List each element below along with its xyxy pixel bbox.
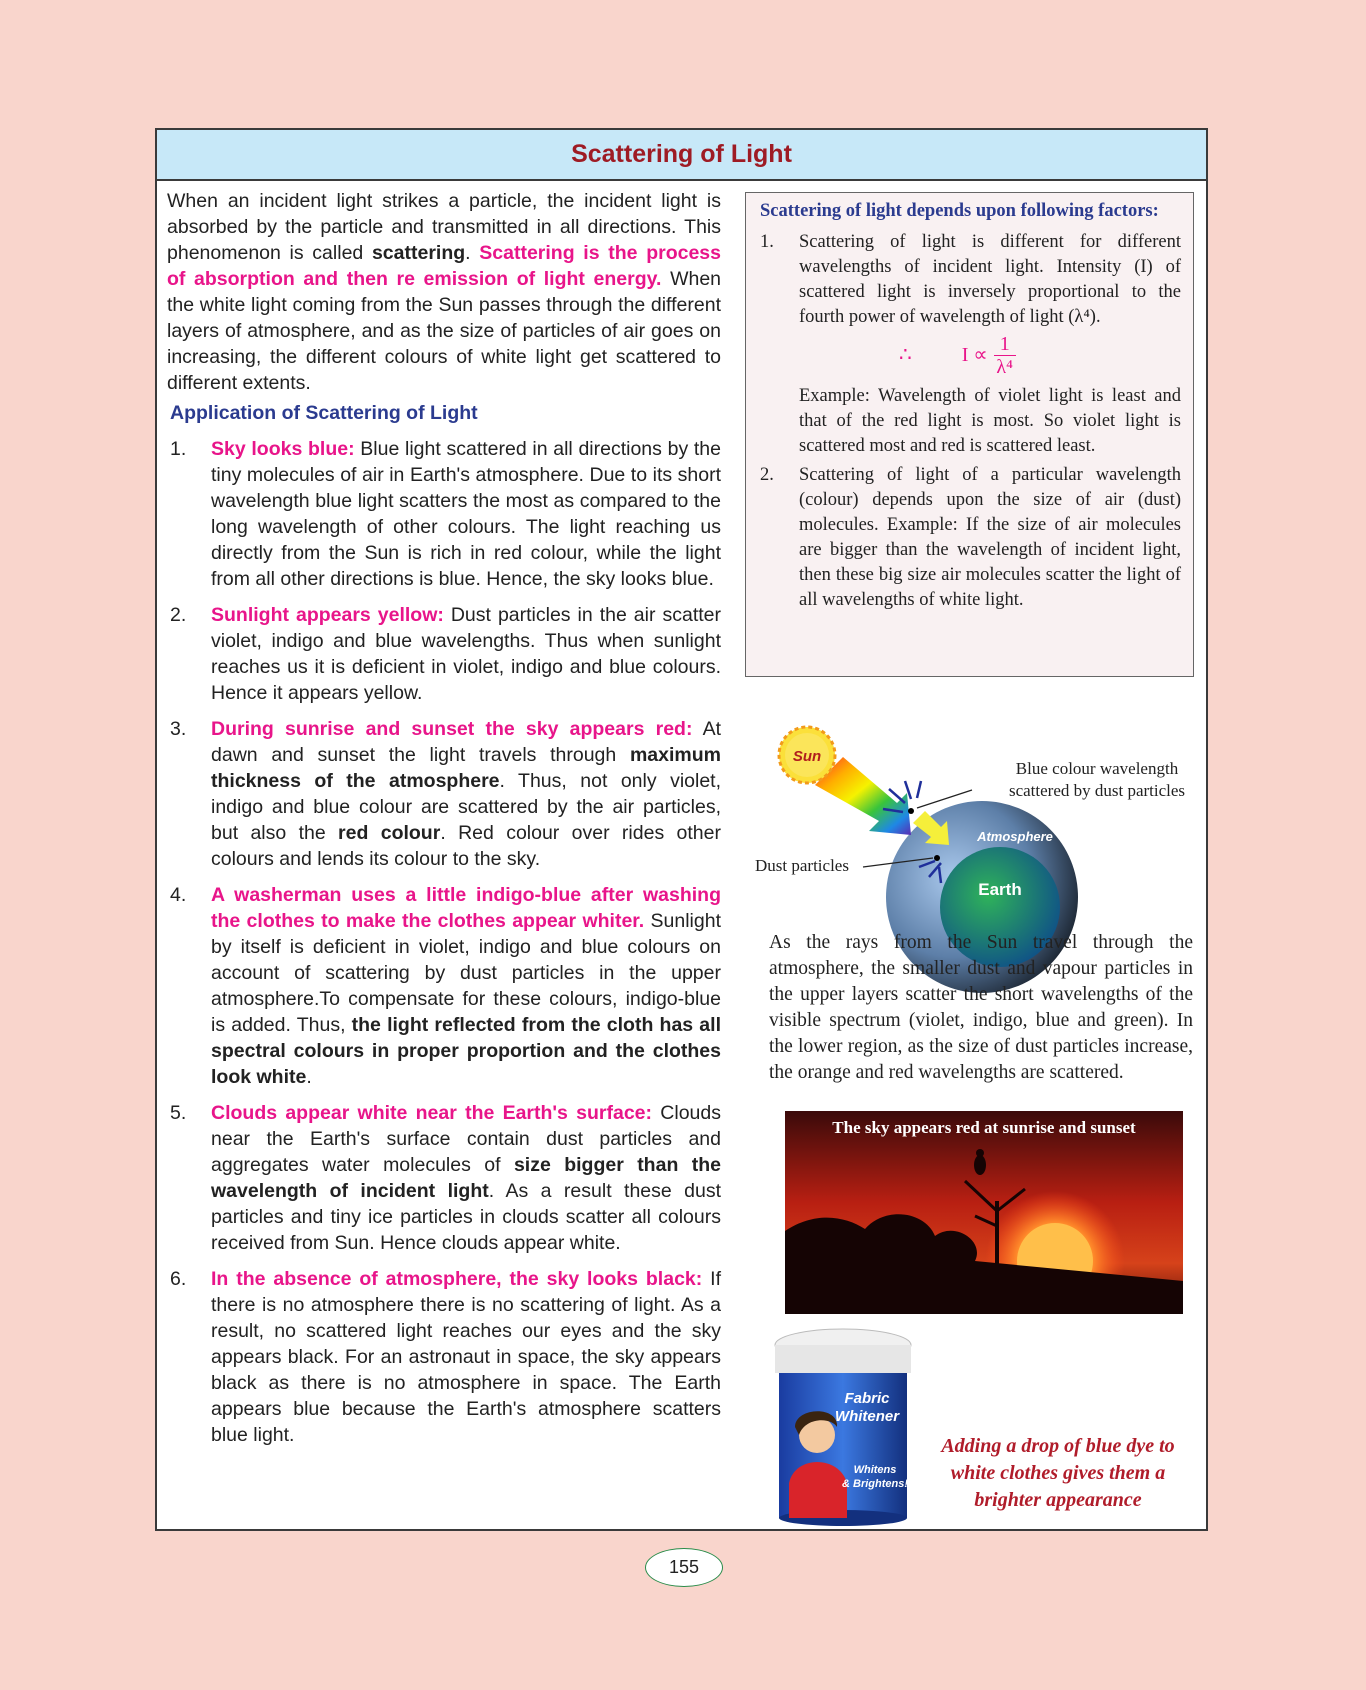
dust-particle <box>908 808 914 814</box>
item-heading: During sunrise and sunset the sky appears red: <box>211 718 693 740</box>
intensity-formula <box>899 333 1181 378</box>
item-bold: the light reflected from the cloth has all spectral colours in proper proportion and the clothes look white <box>211 1014 721 1088</box>
item-text: Sunlight by itself is deficient in violet, indigo and blue colours on account of scattering by dust particles in the upper atmosphere.To compensate for these colours, indigo-blue is added. Thus, <box>211 910 721 1036</box>
list-item <box>167 602 721 706</box>
factors-box <box>745 192 1194 677</box>
product-tag-line2: & Brightens! <box>842 1478 908 1490</box>
item-text: Scattering of light is different for different wavelengths of incident light. Intensity (I) of scattered light is inversely proportional to the fourth power of wavelength of light (λ⁴). <box>799 232 1181 327</box>
item-heading: Clouds appear white near the Earth's surface: <box>211 1102 653 1124</box>
list-item <box>167 1266 721 1448</box>
blue-label-line2: scattered by dust particles <box>1008 781 1186 800</box>
item-text: Blue light scattered in all directions by the tiny molecules of air in Earth's atmosphere. Due to its short wavelength blue light scatters the most as compared to the long wavelength of other colours. The light reaching us directly from the Sun is rich in red colour, while the light from all other directions is blue. Hence, the sky looks blue. <box>211 438 721 590</box>
item-text: Clouds near the Earth's surface contain dust particles and aggregates water molecules of <box>211 1102 721 1176</box>
item-number: 2. <box>760 465 774 485</box>
therefore-symbol: ∴ <box>899 344 912 366</box>
formula-fraction <box>994 333 1016 378</box>
item-heading: A washerman uses a little indigo-blue after washing the clothes to make the clothes appear whiter. <box>211 884 721 932</box>
dust-particle <box>934 855 940 861</box>
item-text: If there is no atmosphere there is no scattering of light. As a result, no scattered light reaches our eyes and the sky appears black. For an astronaut in space, the sky appears black as there is no atmosphere in space. The Earth appears blue because the Earth's atmosphere scatters blue light. <box>211 1268 721 1446</box>
item-text: At dawn and sunset the light travels through <box>211 718 721 766</box>
intro-paragraph <box>167 188 721 396</box>
page-number <box>645 1548 723 1587</box>
lid-side <box>775 1345 911 1373</box>
dust-label: Dust particles <box>755 856 849 875</box>
product-label-line2: Whitener <box>834 1408 900 1425</box>
title-bar <box>157 130 1206 181</box>
item-number: 2. <box>170 604 187 626</box>
list-item <box>167 1100 721 1256</box>
formula-lhs: I ∝ <box>961 344 988 366</box>
rays-paragraph: As the rays from the Sun travel through the atmosphere, the smaller dust and vapour particles in the upper layers scatter the short wavelengths of the visible spectrum (violet, indigo, blue and green). In the lower region, as the size of dust particles increase, the orange and red wavelengths are scattered. <box>769 932 1193 1083</box>
list-item <box>167 882 721 1090</box>
sun-label: Sun <box>792 748 822 765</box>
formula-denominator: λ⁴ <box>996 356 1014 378</box>
item-number: 1. <box>170 438 187 460</box>
list-item <box>760 230 1181 459</box>
earth-label: Earth <box>978 880 1022 899</box>
item-number: 3. <box>170 718 187 740</box>
item-bold: size bigger than the wavelength of incident light <box>211 1154 722 1202</box>
item-number: 4. <box>170 884 187 906</box>
item-text: Scattering of light of a particular wavelength (colour) depends upon the size of air (dust) molecules. Example: If the size of air molecules are bigger than the wavelength of incident light, then these big size air molecules scatter the light of all wavelengths of white light. <box>799 465 1181 610</box>
page-title: Scattering of Light <box>571 140 792 168</box>
applications-heading: Application of Scattering of Light <box>170 402 478 424</box>
whitener-product <box>755 1323 925 1528</box>
list-item <box>760 463 1181 613</box>
intro-text-1: When an incident light strikes a particle, the incident light is absorbed by the particle and transmitted in all directions. This phenomenon is called <box>167 190 721 264</box>
content-frame <box>155 128 1208 1531</box>
item-text: . <box>306 1066 312 1088</box>
intro-text-2: . <box>465 242 480 264</box>
product-tag-line1: Whitens <box>853 1464 897 1476</box>
item-number: 1. <box>760 232 774 252</box>
intro-bold: scattering <box>371 242 466 264</box>
atmosphere-label: Atmosphere <box>977 829 1053 844</box>
sunset-caption: The sky appears red at sunrise and sunset <box>832 1118 1136 1137</box>
item-heading: Sunlight appears yellow: <box>211 604 444 626</box>
item-number: 6. <box>170 1268 187 1290</box>
item-heading: Sky looks blue: <box>211 438 355 460</box>
item-number: 5. <box>170 1102 187 1124</box>
page-number-text: 155 <box>668 1557 700 1577</box>
item-bold: red colour <box>338 822 441 844</box>
list-item <box>167 436 721 592</box>
item-text: . Red colour over rides other colours and lends its colour to the sky. <box>211 822 721 870</box>
example-text: Example: Wavelength of violet light is least and that of the red light is most. So violet light is scattered most and red is scattered least. <box>799 386 1181 456</box>
applications-list <box>167 436 721 1448</box>
factors-heading: Scattering of light depends upon following factors: <box>760 201 1159 221</box>
intro-text-3: When the white light coming from the Sun passes through the different layers of atmosphere, and as the size of particles of air goes on increasing, the different colours of white light get scattered to different extents. <box>167 268 722 394</box>
list-item <box>167 716 721 872</box>
blue-label-line1: Blue colour wavelength <box>1015 759 1179 778</box>
factors-list <box>760 230 1181 613</box>
sunset-photo <box>785 1111 1183 1314</box>
item-bold: maximum thickness of the atmosphere <box>211 744 721 792</box>
intro-definition: Scattering is the process of absorption and then re emission of light energy. <box>167 242 721 290</box>
item-text: . Thus, not only violet, indigo and blue colour are scattered by the air particles, but also the <box>211 770 722 844</box>
product-caption: Adding a drop of blue dye to white clothes gives them a brighter appearance <box>941 1435 1175 1511</box>
item-text: Dust particles in the air scatter violet, indigo and blue wavelengths. Thus when sunlight reaches us it is deficient in violet, indigo and blue colours. Hence it appears yellow. <box>211 604 721 704</box>
product-label-line1: Fabric <box>844 1390 890 1407</box>
item-text: . As a result these dust particles and tiny ice particles in clouds scatter all colours received from Sun. Hence clouds appear white. <box>211 1180 721 1254</box>
item-heading: In the absence of atmosphere, the sky looks black: <box>211 1268 703 1290</box>
left-column <box>167 188 721 1458</box>
formula-numerator: 1 <box>994 333 1016 356</box>
